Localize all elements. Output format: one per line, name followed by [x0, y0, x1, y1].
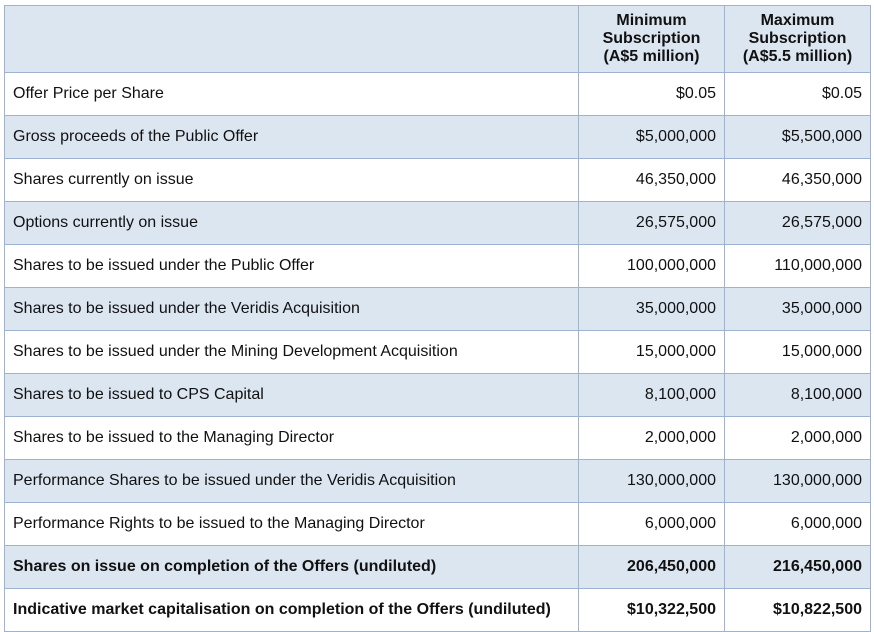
row-maximum-value: 216,450,000: [725, 546, 871, 589]
row-maximum-value: $10,822,500: [725, 589, 871, 632]
table-body: [5, 73, 871, 632]
row-minimum-value: $10,322,500: [579, 589, 725, 632]
row-maximum-value: 110,000,000: [725, 245, 871, 288]
row-label: Shares to be issued under the Mining Development Acquisition: [5, 331, 579, 374]
table-row: [5, 331, 871, 374]
table-row: [5, 116, 871, 159]
row-maximum-value: $5,500,000: [725, 116, 871, 159]
header-label-cell: [5, 6, 579, 73]
row-minimum-value: 130,000,000: [579, 460, 725, 503]
table-row: [5, 417, 871, 460]
row-label: Shares to be issued under the Veridis Acquisition: [5, 288, 579, 331]
table-row: [5, 245, 871, 288]
row-label: Offer Price per Share: [5, 73, 579, 116]
table-row: [5, 73, 871, 116]
row-maximum-value: 26,575,000: [725, 202, 871, 245]
row-label: Gross proceeds of the Public Offer: [5, 116, 579, 159]
row-maximum-value: 8,100,000: [725, 374, 871, 417]
row-maximum-value: 2,000,000: [725, 417, 871, 460]
row-label: Shares to be issued under the Public Offer: [5, 245, 579, 288]
table-row: [5, 202, 871, 245]
row-label: Performance Shares to be issued under the Veridis Acquisition: [5, 460, 579, 503]
row-minimum-value: 8,100,000: [579, 374, 725, 417]
row-label: Shares to be issued to the Managing Director: [5, 417, 579, 460]
table-row: [5, 589, 871, 632]
row-minimum-value: 206,450,000: [579, 546, 725, 589]
table-row: [5, 460, 871, 503]
row-minimum-value: 100,000,000: [579, 245, 725, 288]
table-row: [5, 503, 871, 546]
row-maximum-value: 6,000,000: [725, 503, 871, 546]
row-minimum-value: 35,000,000: [579, 288, 725, 331]
row-label: Performance Rights to be issued to the Managing Director: [5, 503, 579, 546]
row-maximum-value: 130,000,000: [725, 460, 871, 503]
header-min-line-1: Minimum: [616, 12, 687, 29]
row-minimum-value: 2,000,000: [579, 417, 725, 460]
row-maximum-value: 46,350,000: [725, 159, 871, 202]
row-minimum-value: 15,000,000: [579, 331, 725, 374]
row-label: Indicative market capitalisation on completion of the Offers (undiluted): [5, 589, 579, 632]
row-label: Shares on issue on completion of the Offers (undiluted): [5, 546, 579, 589]
row-minimum-value: $0.05: [579, 73, 725, 116]
header-max-line-1: Maximum: [760, 12, 835, 29]
header-max-line-2: Subscription: [748, 30, 847, 47]
row-minimum-value: 46,350,000: [579, 159, 725, 202]
row-minimum-value: 26,575,000: [579, 202, 725, 245]
row-label: Shares currently on issue: [5, 159, 579, 202]
table-header-row: [5, 6, 871, 73]
header-min-line-3: (A$5 million): [603, 48, 700, 65]
capital-structure-table: [4, 5, 871, 632]
header-max-line-3: (A$5.5 million): [742, 48, 853, 65]
table-row: [5, 546, 871, 589]
table-row: [5, 159, 871, 202]
row-minimum-value: 6,000,000: [579, 503, 725, 546]
table-row: [5, 374, 871, 417]
row-label: Options currently on issue: [5, 202, 579, 245]
row-label: Shares to be issued to CPS Capital: [5, 374, 579, 417]
row-maximum-value: 35,000,000: [725, 288, 871, 331]
header-min-line-2: Subscription: [602, 30, 701, 47]
header-maximum-subscription: [725, 6, 871, 73]
row-maximum-value: $0.05: [725, 73, 871, 116]
row-minimum-value: $5,000,000: [579, 116, 725, 159]
row-maximum-value: 15,000,000: [725, 331, 871, 374]
table-row: [5, 288, 871, 331]
header-minimum-subscription: [579, 6, 725, 73]
capital-structure-table-container: [4, 5, 871, 632]
